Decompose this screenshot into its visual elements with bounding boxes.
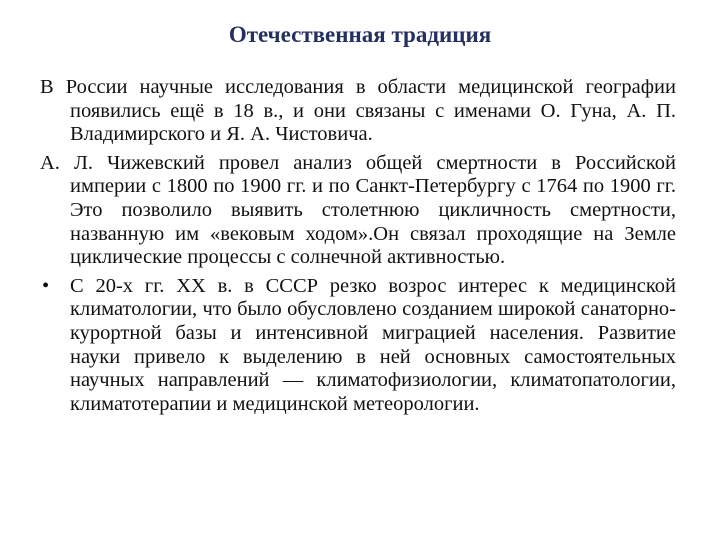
bullet-item-climatology: [40, 275, 676, 417]
bullet-text: С 20-х гг. XX в. в СССР резко возрос интерес к медицинской климатологии, что было обусловлено созданием широкой санаторно-курортной базы и интенсивной миграцией населения. Развитие науки привело к выделению в ней основных самостоятельных научных направлений — климатофизиологии, климатопатологии, климатотерапии и медицинской метеорологии.: [70, 274, 676, 415]
bullet-marker: •: [42, 274, 50, 297]
paragraph-chizhevsky: А. Л. Чижевский провел анализ общей смертности в Российской империи с 1800 по 1900 гг. и по Санкт-Петербургу с 1764 по 1900 гг. Это позволило выявить столетнюю цикличность смертности, названную им «вековым ходом».Он связал проходящие на Земле циклические процессы с солнечной активностью.: [40, 151, 676, 269]
slide-body: [40, 76, 676, 416]
slide-title: Отечественная традиция: [228, 22, 492, 47]
paragraph-russia-history: В России научные исследования в области медицинской географии появились ещё в 18 в., и они связаны с именами О. Гуна, А. П. Владимирского и Я. А. Чистовича.: [40, 76, 676, 146]
